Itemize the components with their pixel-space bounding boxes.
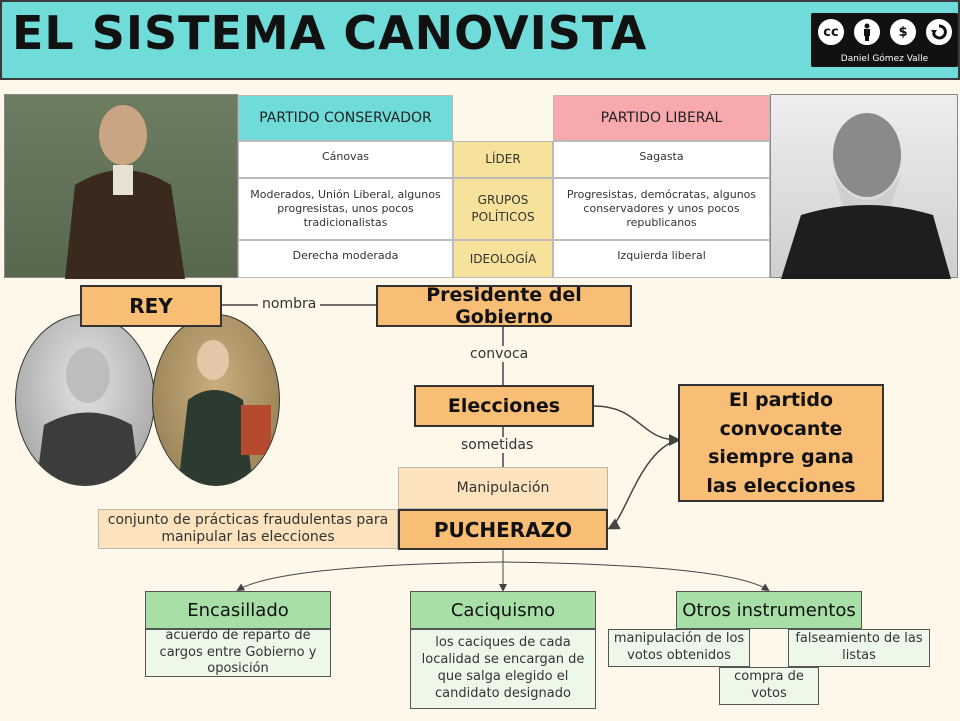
page-title: EL SISTEMA CANOVISTA [12,6,648,60]
label-leader: LÍDER [453,141,553,178]
conservative-leader: Cánovas [238,141,453,178]
pucherazo-definition: conjunto de prácticas fraudulentas para manipular las elecciones [98,509,398,549]
manipulacion-box: Manipulación [398,467,608,509]
nc-icon: $ [887,16,919,48]
convoca-label: convoca [466,346,532,362]
otros-header: Otros instrumentos [676,591,862,629]
liberal-leader: Sagasta [553,141,770,178]
license-author: Daniel Gómez Valle [840,54,929,64]
encasillado-header: Encasillado [145,591,331,629]
liberal-header: PARTIDO LIBERAL [553,95,770,141]
conservative-header: PARTIDO CONSERVADOR [238,95,453,141]
rey-box: REY [80,285,222,327]
encasillado-desc: acuerdo de reparto de cargos entre Gobierno y oposición [145,629,331,677]
conservative-ideology: Derecha moderada [238,240,453,278]
caciquismo-desc: los caciques de cada localidad se encargan de que salga elegido el candidato designado [410,629,596,709]
pucherazo-box: PUCHERAZO [398,509,608,550]
caciquismo-header: Caciquismo [410,591,596,629]
otros-item-compra: compra de votos [719,667,819,705]
conservative-groups: Moderados, Unión Liberal, algunos progresistas, unos pocos tradicionalistas [238,178,453,240]
otros-item-manipulacion: manipulación de los votos obtenidos [608,629,750,667]
cc-icon: cc [815,16,847,48]
nombra-label: nombra [258,296,320,312]
liberal-groups: Progresistas, demócratas, algunos conservadores y unos pocos republicanos [553,178,770,240]
label-groups: GRUPOS POLÍTICOS [453,178,553,240]
liberal-ideology: Izquierda liberal [553,240,770,278]
elecciones-box: Elecciones [414,385,594,427]
presidente-box: Presidente del Gobierno [376,285,632,327]
sometidas-label: sometidas [457,437,537,453]
label-ideology: IDEOLOGÍA [453,240,553,278]
otros-item-falseamiento: falseamiento de las listas [788,629,930,667]
result-box: El partido convocante siempre gana las elecciones [678,384,884,502]
